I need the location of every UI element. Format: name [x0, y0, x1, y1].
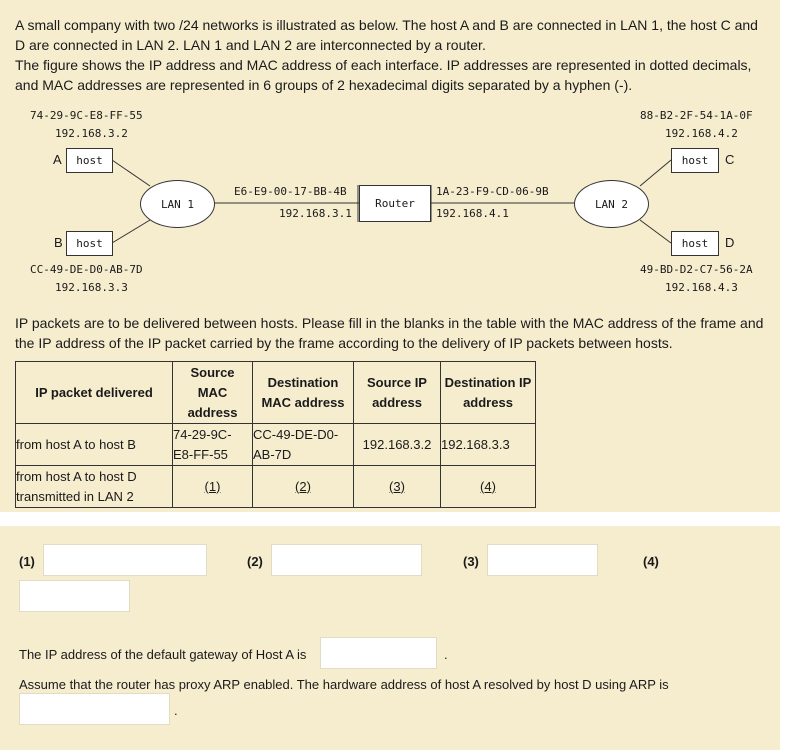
row1-src-mac: 74-29-9C- E8-FF-55 [173, 424, 253, 466]
header-src-ip: Source IP address [354, 362, 441, 424]
table-row [16, 466, 536, 508]
answer-label-1: (1) [19, 554, 35, 569]
answer-input-3[interactable] [487, 544, 598, 576]
host-d-box: host [671, 231, 719, 256]
answer-input-4[interactable] [19, 580, 130, 612]
gateway-period: . [444, 647, 448, 662]
row1-dst-ip: 192.168.3.3 [441, 424, 536, 466]
header-src-mac: Source MAC address [173, 362, 253, 424]
proxy-arp-period: . [174, 703, 178, 718]
answer-label-2: (2) [247, 554, 263, 569]
router-left-ip: 192.168.3.1 [279, 207, 352, 220]
host-b-ip: 192.168.3.3 [55, 281, 128, 294]
host-a-mac: 74-29-9C-E8-FF-55 [30, 109, 143, 122]
row1-src-ip: 192.168.3.2 [354, 424, 441, 466]
host-d-letter: D [725, 235, 735, 250]
row2-blank-4: (4) [441, 466, 536, 508]
answer-label-3: (3) [463, 554, 479, 569]
row2-blank-2: (2) [253, 466, 354, 508]
host-a-ip: 192.168.3.2 [55, 127, 128, 140]
table-row [16, 424, 536, 466]
host-c-ip: 192.168.4.2 [665, 127, 738, 140]
router-right-mac: 1A-23-F9-CD-06-9B [436, 185, 549, 198]
answer-input-1[interactable] [43, 544, 207, 576]
lan-1-ellipse: LAN 1 [140, 180, 215, 228]
lan-2-ellipse: LAN 2 [574, 180, 649, 228]
row2-blank-1: (1) [173, 466, 253, 508]
header-dst-ip: Destination IP address [441, 362, 536, 424]
host-c-letter: C [725, 152, 735, 167]
router-right-ip: 192.168.4.1 [436, 207, 509, 220]
gateway-input[interactable] [320, 637, 437, 669]
row1-dst-mac: CC-49-DE-D0- AB-7D [253, 424, 354, 466]
header-packet: IP packet delivered [16, 362, 173, 424]
delivery-table [15, 361, 536, 508]
answer-label-4: (4) [643, 554, 659, 569]
host-a-box: host [66, 148, 113, 173]
answer-input-2[interactable] [271, 544, 422, 576]
gateway-question: The IP address of the default gateway of Host A is [19, 647, 307, 662]
host-a-letter: A [53, 152, 62, 167]
router-left-mac: E6-E9-00-17-BB-4B [234, 185, 347, 198]
intro-paragraph-1: A small company with two /24 networks is illustrated as below. The host A and B are connected in LAN 1, the host C and D are connected in LAN 2. LAN 1 and LAN 2 are interconnected by a router. [15, 17, 758, 53]
host-c-box: host [671, 148, 719, 173]
proxy-arp-question: Assume that the router has proxy ARP enabled. The hardware address of host A resolved by host D using ARP is [19, 677, 669, 692]
host-c-mac: 88-B2-2F-54-1A-0F [640, 109, 753, 122]
instruction-paragraph: IP packets are to be delivered between hosts. Please fill in the blanks in the table with the MAC address of the frame and the IP address of the IP packet carried by the frame according to the delivery of IP packets between hosts. [15, 315, 764, 351]
host-b-letter: B [54, 235, 63, 250]
intro-paragraph-2: The figure shows the IP address and MAC address of each interface. IP addresses are represented in dotted decimals, and MAC addresses are represented in 6 groups of 2 hexadecimal digits separated by a hyphen (-). [15, 57, 752, 93]
host-b-box: host [66, 231, 113, 256]
row2-packet: from host A to host D transmitted in LAN 2 [16, 466, 173, 508]
header-dst-mac: Destination MAC address [253, 362, 354, 424]
host-d-ip: 192.168.4.3 [665, 281, 738, 294]
network-diagram-lines [0, 0, 780, 300]
host-b-mac: CC-49-DE-D0-AB-7D [30, 263, 143, 276]
host-d-mac: 49-BD-D2-C7-56-2A [640, 263, 753, 276]
answer-panel [0, 526, 780, 750]
proxy-arp-input[interactable] [19, 693, 170, 725]
row2-blank-3: (3) [354, 466, 441, 508]
row1-packet: from host A to host B [16, 424, 173, 466]
router-box: Router [359, 185, 431, 222]
